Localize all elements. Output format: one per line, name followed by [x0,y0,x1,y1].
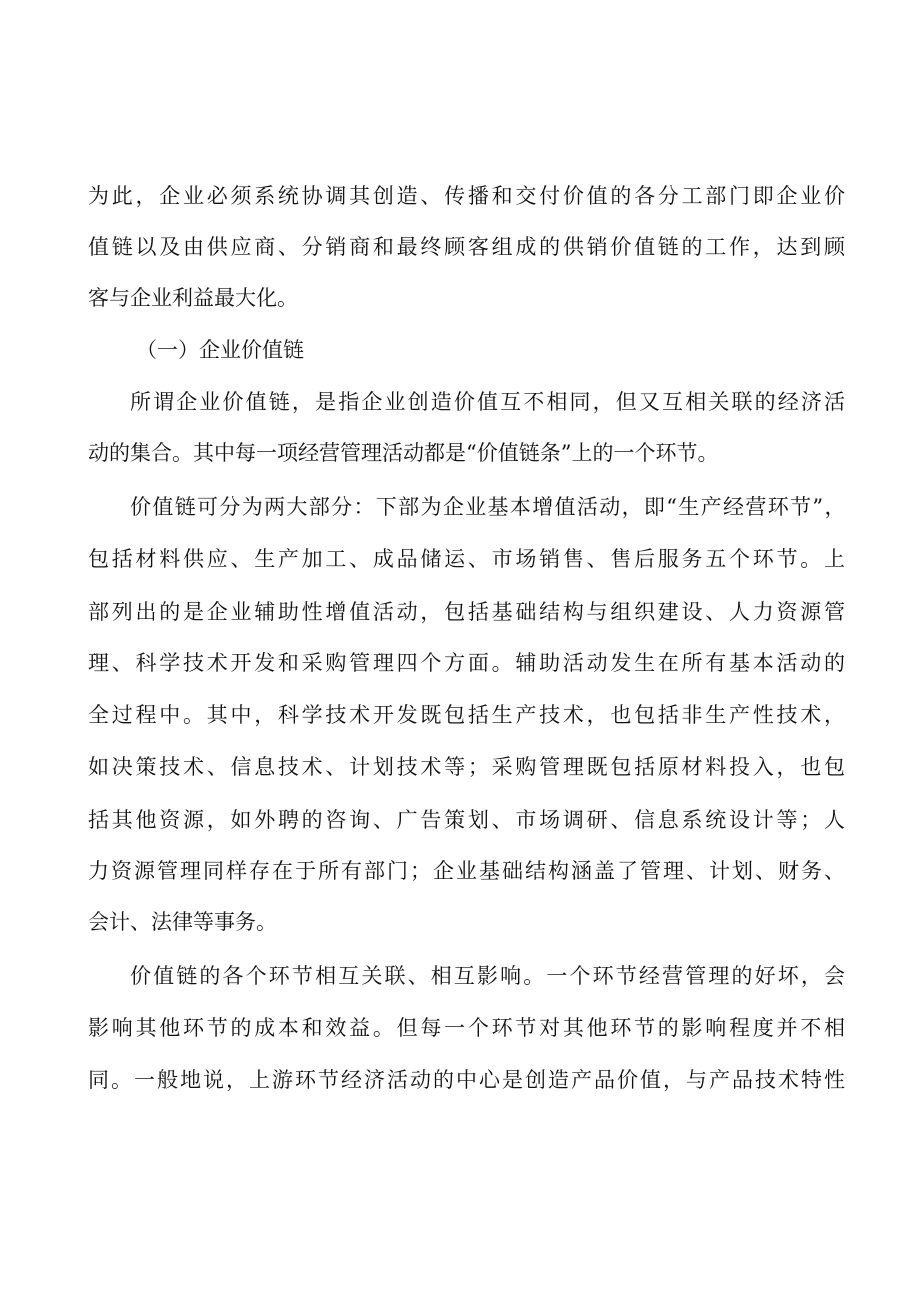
paragraph-1-line-3: 客与企业利益最大化。 [88,286,298,310]
paragraph-4-line-3: 同。一般地说，上游环节经济活动的中心是创造产品价值，与产品技术特性 [88,1068,847,1092]
paragraph-3-line-7: 括其他资源，如外聘的咨询、广告策划、市场调研、信息系统设计等；人 [88,808,848,832]
paragraph-1-line-1: 为此，企业必须系统协调其创造、传播和交付价值的各分工部门即企业价 [88,184,848,208]
section-heading: （一）企业价值链 [136,338,304,362]
paragraph-3-line-4: 理、科学技术开发和采购管理四个方面。辅助活动发生在所有基本活动的 [88,651,848,675]
paragraph-3-line-9: 会计、法律等事务。 [88,910,277,934]
paragraph-4-line-2: 影响其他环节的成本和效益。但每一个环节对其他环节的影响程度并不相 [88,1016,848,1040]
paragraph-3-line-6: 如决策技术、信息技术、计划技术等；采购管理既包括原材料投入，也包 [88,755,848,779]
paragraph-2-line-1: 所谓企业价值链，是指企业创造价值互不相同，但又互相关联的经济活 [130,390,848,414]
paragraph-3-line-1: 价值链可分为两大部分：下部为企业基本增值活动，即“生产经营环节”， [130,495,847,519]
paragraph-3-line-3: 部列出的是企业辅助性增值活动，包括基础结构与组织建设、人力资源管 [88,600,848,624]
paragraph-3-line-2: 包括材料供应、生产加工、成品储运、市场销售、售后服务五个环节。上 [88,547,848,571]
paragraph-2-line-2: 动的集合。其中每一项经营管理活动都是“价值链条”上的一个环节。 [88,441,719,465]
paragraph-1-line-2: 值链以及由供应商、分销商和最终顾客组成的供销价值链的工作，达到顾 [88,235,848,259]
paragraph-3-line-5: 全过程中。其中，科学技术开发既包括生产技术，也包括非生产性技术， [88,703,848,727]
paragraph-3-line-8: 力资源管理同样存在于所有部门；企业基础结构涵盖了管理、计划、财务、 [88,859,847,883]
paragraph-4-line-1: 价值链的各个环节相互关联、相互影响。一个环节经营管理的好坏，会 [130,964,848,988]
